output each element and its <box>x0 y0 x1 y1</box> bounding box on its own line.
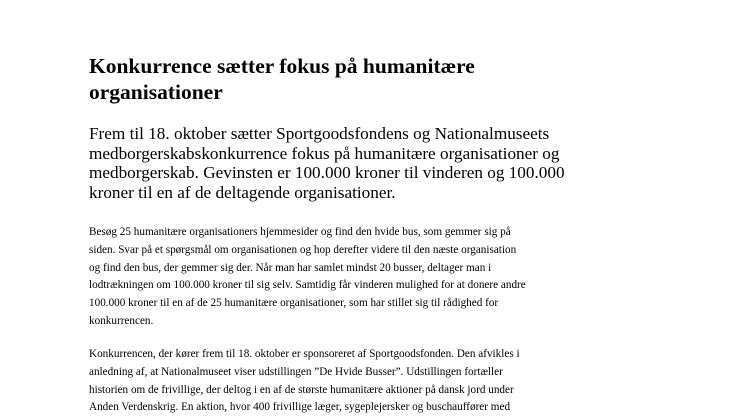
body-paragraph-1 <box>89 224 589 331</box>
body-line: siden. Svar på et spørgsmål om organisationen og hop derefter videre til den næste organisation <box>89 243 517 256</box>
article-title <box>89 53 609 105</box>
lead-line: medborgerskabskonkurrence fokus på humanitære organisationer og <box>89 143 560 163</box>
lead-line: medborgerskab. Gevinsten er 100.000 kroner til vinderen og 100.000 <box>89 163 565 183</box>
body-line: Anden Verdenskrig. En aktion, hvor 400 frivillige læger, sygeplejersker og buschauffører med <box>89 401 511 414</box>
title-line: Konkurrence sætter fokus på humanitære <box>89 54 475 78</box>
body-line: og find den bus, der gemmer sig der. Når man har samlet mindst 20 busser, deltager man i <box>89 261 492 274</box>
body-line: historien om de frivillige, der deltog i en af de største humanitære aktioner på dansk jord under <box>89 383 514 396</box>
body-paragraph-2 <box>89 346 589 417</box>
body-line: lodtrækningen om 100.000 kroner til sig selv. Samtidig får vinderen mulighed for at donere andre <box>89 279 526 292</box>
lead-line: Frem til 18. oktober sætter Sportgoodsfondens og Nationalmuseets <box>89 124 550 143</box>
body-line: anledning af, at Nationalmuseet viser udstillingen ”De Hvide Busser”. Udstillingen fortæller <box>89 365 503 378</box>
body-line: Konkurrencen, der kører frem til 18. oktober er sponsoreret af Sportgoodsfonden. Den afvikles i <box>89 348 520 360</box>
title-line: organisationer <box>89 80 223 104</box>
lead-paragraph <box>89 124 629 202</box>
body-line: konkurrencen. <box>89 314 154 327</box>
body-line: Besøg 25 humanitære organisationers hjemmesider og find den hvide bus, som gemmer sig på <box>89 226 511 238</box>
body-line: 100.000 kroner til en af de 25 humanitære organisationer, som har stillet sig til rådighed for <box>89 297 499 310</box>
lead-line: kroner til en af de deltagende organisationer. <box>89 182 396 202</box>
